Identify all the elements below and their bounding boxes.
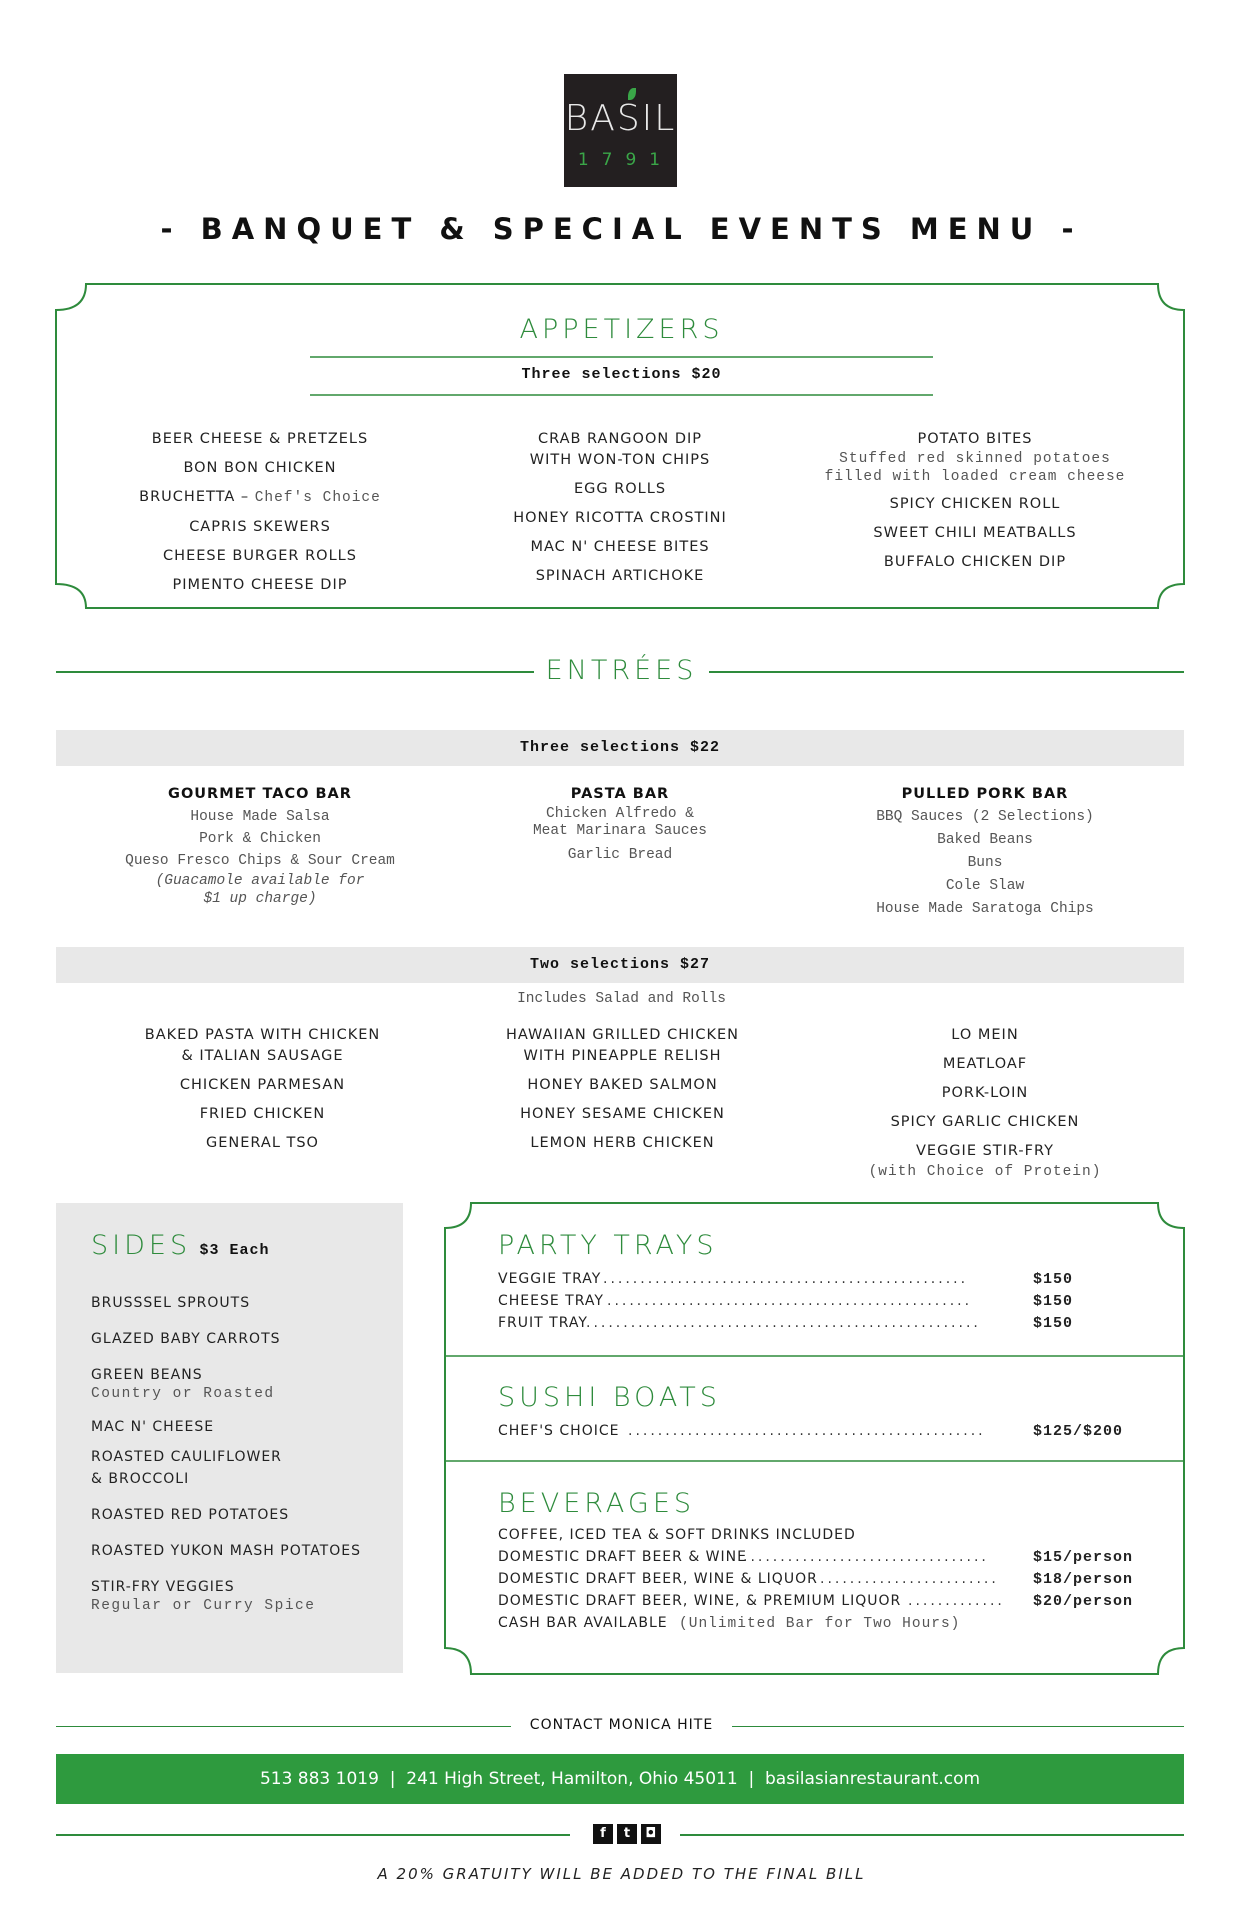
bar-line: House Made Salsa: [190, 809, 330, 825]
bar-line: Cole Slaw: [945, 878, 1025, 894]
bar-line: BBQ Sauces (2 Selections): [876, 809, 1094, 825]
includes-note: Includes Salad and Rolls: [517, 991, 726, 1007]
list-item: GLAZED BABY CARROTS: [91, 1331, 281, 1347]
beverages-title: BEVERAGES: [498, 1488, 696, 1519]
list-item: PORK-LOIN: [941, 1085, 1029, 1101]
item-label: CHEF'S CHOICE: [498, 1423, 620, 1439]
item-name-2: & BROCCOLI: [91, 1471, 190, 1487]
item-name: POTATO BITES: [917, 431, 1033, 447]
divider: [732, 1726, 1184, 1727]
divider: [56, 1726, 511, 1727]
appetizers-selection: Three selections $20: [521, 366, 722, 383]
item-name-2: & ITALIAN SAUSAGE: [181, 1048, 344, 1064]
item-note: Stuffed red skinned potatoes: [839, 451, 1111, 467]
list-item: BON BON CHICKEN: [183, 460, 337, 476]
facebook-icon[interactable]: f: [593, 1824, 613, 1844]
item-name: BAKED PASTA WITH CHICKEN: [144, 1027, 381, 1043]
gratuity-note: A 20% GRATUITY WILL BE ADDED TO THE FINAL BILL: [377, 1865, 866, 1883]
sides-title: SIDES: [91, 1230, 192, 1261]
entrees-title: ENTRÉES: [545, 655, 698, 686]
item-price: $150: [1033, 1293, 1074, 1310]
page-title: - BANQUET & SPECIAL EVENTS MENU -: [160, 212, 1083, 246]
divider: [56, 1834, 570, 1836]
logo-year: 1791: [577, 150, 674, 170]
list-item: LEMON HERB CHICKEN: [530, 1135, 715, 1151]
bar-line: Garlic Bread: [567, 847, 673, 863]
list-item: SPICY GARLIC CHICKEN: [890, 1114, 1080, 1130]
leader-dots: .............: [908, 1593, 1005, 1609]
list-item: SPINACH ARTICHOKE: [535, 568, 705, 584]
divider: [680, 1834, 1184, 1836]
list-item: CHICKEN PARMESAN: [179, 1077, 346, 1093]
list-item: MEATLOAF: [942, 1056, 1028, 1072]
item-name-2: WITH PINEAPPLE RELISH: [523, 1048, 722, 1064]
contact-info: 513 883 1019 | 241 High Street, Hamilton, Ohio 45011 | basilasianrestaurant.com: [259, 1769, 981, 1789]
item-note: (Unlimited Bar for Two Hours): [679, 1616, 961, 1632]
instagram-icon[interactable]: ◘: [641, 1824, 661, 1844]
three-selection-text: Three selections $22: [519, 739, 721, 756]
bar-title: GOURMET TACO BAR: [168, 786, 352, 802]
sushi-title: SUSHI BOATS: [498, 1382, 721, 1413]
list-item: VEGGIE STIR-FRY: [915, 1143, 1054, 1159]
list-item: GENERAL TSO: [206, 1135, 319, 1151]
beverages-list: [498, 1527, 1158, 1647]
list-item: CAPRIS SKEWERS: [189, 519, 331, 535]
list-item: [498, 1315, 1138, 1337]
leader-dots: .....................................................: [586, 1315, 981, 1331]
item-label: FRUIT TRAY: [498, 1315, 588, 1331]
list-item: MAC N' CHEESE BITES: [530, 539, 710, 555]
list-item: MAC N' CHEESE: [91, 1419, 215, 1435]
sides-price: $3 Each: [199, 1242, 270, 1259]
list-item: CHEESE BURGER ROLLS: [163, 548, 357, 564]
bar-note: $1 up charge): [203, 891, 317, 907]
two-selection-text: Two selections $27: [529, 956, 711, 973]
bar-line: Chicken Alfredo &: [546, 806, 694, 822]
item-price: $15/person: [1033, 1549, 1134, 1566]
leader-dots: .................................................: [607, 1293, 973, 1309]
leader-dots: .................................................: [603, 1271, 969, 1287]
bar-title: PASTA BAR: [570, 786, 670, 802]
social-icons: [582, 1824, 672, 1844]
item-name: HAWAIIAN GRILLED CHICKEN: [505, 1027, 740, 1043]
item-note: filled with loaded cream cheese: [824, 469, 1126, 485]
list-item: BRUSSSEL SPROUTS: [91, 1295, 251, 1311]
item-name: GREEN BEANS: [91, 1367, 203, 1383]
list-item: EGG ROLLS: [573, 481, 667, 497]
item-label: DOMESTIC DRAFT BEER & WINE: [498, 1549, 747, 1565]
leader-dots: ................................................: [628, 1423, 986, 1439]
list-item: [498, 1423, 1158, 1445]
appetizers-title: APPETIZERS: [519, 314, 724, 345]
leader-dots: ........................: [820, 1571, 999, 1587]
bar-line: Meat Marinara Sauces: [532, 823, 708, 839]
item-price: $125/$200: [1033, 1423, 1124, 1440]
item-label: CASH BAR AVAILABLE: [498, 1615, 668, 1631]
list-item: [498, 1293, 1138, 1315]
party-trays-list: [498, 1271, 1138, 1341]
item-price: $150: [1033, 1315, 1074, 1332]
item-label: CHEESE TRAY: [498, 1293, 604, 1309]
bar-line: Baked Beans: [937, 832, 1033, 848]
bar-title: PULLED PORK BAR: [901, 786, 1069, 802]
contact-bar: [56, 1754, 1184, 1804]
list-item: SWEET CHILI MEATBALLS: [873, 525, 1077, 541]
list-item: ROASTED RED POTATOES: [91, 1507, 290, 1523]
list-item: ROASTED YUKON MASH POTATOES: [91, 1543, 361, 1559]
list-item: [498, 1271, 1138, 1293]
logo-word: BASIL: [564, 98, 677, 139]
item-label: DOMESTIC DRAFT BEER, WINE, & PREMIUM LIQUOR: [498, 1593, 902, 1609]
item-label: VEGGIE TRAY: [498, 1271, 602, 1287]
list-item: SPICY CHICKEN ROLL: [889, 496, 1061, 512]
list-item: HONEY RICOTTA CROSTINI: [513, 510, 727, 526]
list-item: HONEY SESAME CHICKEN: [520, 1106, 725, 1122]
list-item: [498, 1615, 1158, 1637]
item-note: Country or Roasted: [91, 1386, 275, 1402]
item-note: Chef's Choice: [254, 490, 381, 506]
list-item: LO MEIN: [951, 1027, 1019, 1043]
bar-line: Queso Fresco Chips & Sour Cream: [125, 853, 395, 869]
item-name-2: WITH WON-TON CHIPS: [529, 452, 711, 468]
contact-label: CONTACT MONICA HITE: [529, 1717, 714, 1733]
item-name: CRAB RANGOON DIP: [537, 431, 703, 447]
party-trays-title: PARTY TRAYS: [498, 1230, 718, 1261]
list-item: [498, 1571, 1158, 1593]
list-item: BUFFALO CHICKEN DIP: [883, 554, 1067, 570]
item-note: Regular or Curry Spice: [91, 1598, 316, 1614]
item-price: $18/person: [1033, 1571, 1134, 1588]
leader-dots: .................................: [743, 1549, 989, 1565]
item-name: ROASTED CAULIFLOWER: [91, 1449, 282, 1465]
list-item: FRIED CHICKEN: [199, 1106, 326, 1122]
item-price: $20/person: [1033, 1593, 1134, 1610]
bar-line: Pork & Chicken: [199, 831, 321, 847]
item-label: DOMESTIC DRAFT BEER, WINE & LIQUOR: [498, 1571, 818, 1587]
item-note: (with Choice of Protein): [868, 1164, 1102, 1180]
bar-line: Buns: [967, 855, 1003, 871]
item-name: STIR-FRY VEGGIES: [91, 1579, 235, 1595]
list-item: HONEY BAKED SALMON: [527, 1077, 718, 1093]
bar-line: House Made Saratoga Chips: [876, 901, 1094, 917]
bar-note: (Guacamole available for: [155, 873, 365, 889]
beverages-included: COFFEE, ICED TEA & SOFT DRINKS INCLUDED: [498, 1527, 856, 1543]
list-item: [498, 1593, 1158, 1615]
list-item: [498, 1549, 1158, 1571]
sushi-list: [498, 1423, 1158, 1447]
list-item: PIMENTO CHEESE DIP: [172, 577, 348, 593]
item-price: $150: [1033, 1271, 1074, 1288]
list-item: BEER CHEESE & PRETZELS: [151, 431, 369, 447]
twitter-icon[interactable]: t: [617, 1824, 637, 1844]
item-name: BRUCHETTA –: [139, 489, 250, 505]
